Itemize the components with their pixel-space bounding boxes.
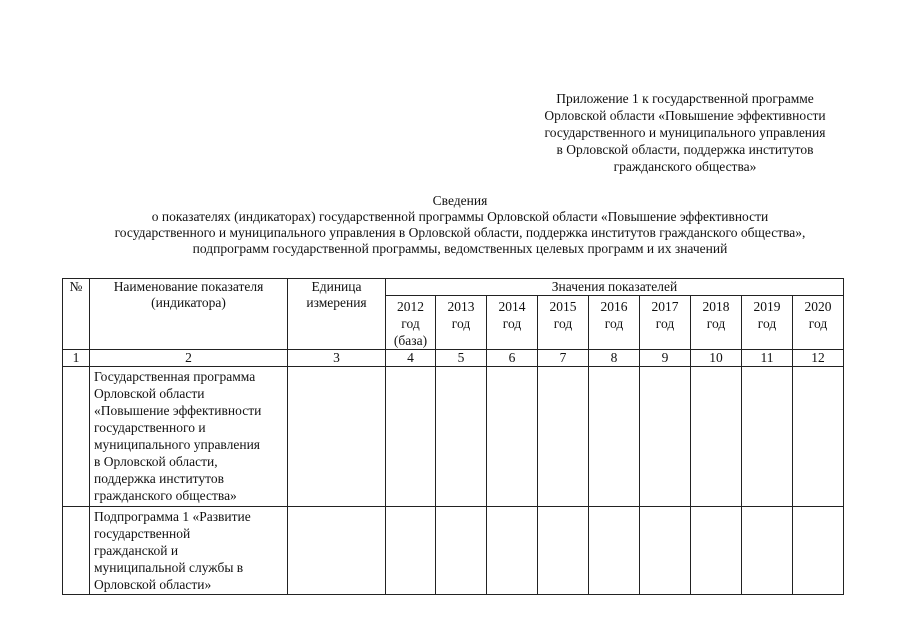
value-cell xyxy=(742,367,793,507)
value-cell xyxy=(386,507,436,595)
header-indicator-name xyxy=(90,279,288,350)
column-number: 6 xyxy=(487,350,538,367)
year-label: 2016 xyxy=(600,299,628,314)
header-unit xyxy=(288,279,386,350)
header-text: Единица xyxy=(311,279,362,294)
header-text: Наименование показателя xyxy=(113,279,264,294)
year-unit: год xyxy=(401,316,420,331)
row-number-cell xyxy=(63,507,90,595)
year-label: 2013 xyxy=(447,299,475,314)
year-unit: год xyxy=(502,316,522,331)
column-number: 10 xyxy=(691,350,742,367)
value-cell xyxy=(691,507,742,595)
header-number: № xyxy=(63,279,90,350)
indicator-name-line: в Орловской области, xyxy=(94,454,218,469)
document-heading xyxy=(40,193,880,257)
value-cell xyxy=(487,367,538,507)
year-cell xyxy=(487,296,538,350)
indicator-name-line: государственной xyxy=(94,526,191,541)
year-unit: год xyxy=(757,316,777,331)
column-number-row xyxy=(63,350,844,367)
year-label: 2014 xyxy=(498,299,526,314)
indicator-name-line: гражданской и xyxy=(94,543,179,558)
appendix-line: Приложение 1 к государственной программе xyxy=(556,91,814,106)
column-number: 5 xyxy=(436,350,487,367)
row-number-cell xyxy=(63,367,90,507)
value-cell xyxy=(589,507,640,595)
indicator-name-line: Орловской области xyxy=(94,386,205,401)
appendix-line: государственного и муниципального управления xyxy=(544,125,826,140)
table-row xyxy=(63,367,844,507)
column-number: 3 xyxy=(288,350,386,367)
value-cell xyxy=(538,367,589,507)
appendix-line: гражданского общества» xyxy=(613,159,757,174)
header-text: измерения xyxy=(306,295,367,310)
indicator-name-line: муниципального управления xyxy=(94,437,261,452)
value-cell xyxy=(589,367,640,507)
heading-line: государственного и муниципального управления в Орловской области, поддержка институтов гражданского общества», xyxy=(114,225,806,240)
column-number: 11 xyxy=(742,350,793,367)
indicator-name-line: Подпрограмма 1 «Развитие xyxy=(94,509,251,524)
year-label: 2018 xyxy=(702,299,730,314)
header-text: (индикатора) xyxy=(151,295,226,310)
year-unit: год xyxy=(655,316,675,331)
year-unit: год xyxy=(604,316,624,331)
indicator-name-line: Орловской области» xyxy=(94,577,212,592)
year-cell xyxy=(793,296,844,350)
year-cell xyxy=(386,296,436,350)
year-label: 2020 xyxy=(804,299,832,314)
year-label: 2017 xyxy=(651,299,679,314)
year-cell xyxy=(742,296,793,350)
value-cell xyxy=(793,507,844,595)
value-cell xyxy=(640,367,691,507)
column-number: 1 xyxy=(63,350,90,367)
year-label: 2015 xyxy=(549,299,577,314)
indicators-table xyxy=(62,278,844,595)
heading-line: подпрограмм государственной программы, ведомственных целевых программ и их значений xyxy=(192,241,728,256)
value-cell xyxy=(793,367,844,507)
year-label: 2012 xyxy=(397,299,424,314)
indicator-name-cell xyxy=(90,367,288,507)
column-number: 4 xyxy=(386,350,436,367)
value-cell xyxy=(640,507,691,595)
column-number: 8 xyxy=(589,350,640,367)
header-row xyxy=(63,279,844,296)
column-number: 7 xyxy=(538,350,589,367)
table-row xyxy=(63,507,844,595)
value-cell xyxy=(538,507,589,595)
year-label: 2019 xyxy=(753,299,781,314)
indicator-name-line: муниципальной службы в xyxy=(94,560,244,575)
appendix-line: в Орловской области, поддержка институтов xyxy=(556,142,814,157)
appendix-line: Орловской области «Повышение эффективности xyxy=(544,108,826,123)
year-unit: год xyxy=(451,316,471,331)
year-cell xyxy=(436,296,487,350)
header-values: Значения показателей xyxy=(386,279,844,296)
year-cell xyxy=(589,296,640,350)
heading-line: о показателях (индикаторах) государственной программы Орловской области «Повышение эффективности xyxy=(151,209,769,224)
indicator-name-line: государственного и xyxy=(94,420,206,435)
appendix-note xyxy=(520,90,850,175)
unit-cell xyxy=(288,507,386,595)
year-cell xyxy=(691,296,742,350)
indicator-name-line: поддержка институтов xyxy=(94,471,224,486)
year-note: (база) xyxy=(393,333,428,348)
year-cell xyxy=(640,296,691,350)
value-cell xyxy=(386,367,436,507)
indicator-name-line: Государственная программа xyxy=(94,369,256,384)
year-unit: год xyxy=(553,316,573,331)
year-unit: год xyxy=(808,316,828,331)
value-cell xyxy=(487,507,538,595)
indicator-name-cell xyxy=(90,507,288,595)
column-number: 9 xyxy=(640,350,691,367)
value-cell xyxy=(436,507,487,595)
value-cell xyxy=(436,367,487,507)
heading-title: Сведения xyxy=(432,193,488,208)
column-number: 12 xyxy=(793,350,844,367)
unit-cell xyxy=(288,367,386,507)
column-number: 2 xyxy=(90,350,288,367)
indicator-name-line: гражданского общества» xyxy=(94,488,237,503)
indicator-name-line: «Повышение эффективности xyxy=(94,403,262,418)
year-unit: год xyxy=(706,316,726,331)
value-cell xyxy=(742,507,793,595)
value-cell xyxy=(691,367,742,507)
year-cell xyxy=(538,296,589,350)
